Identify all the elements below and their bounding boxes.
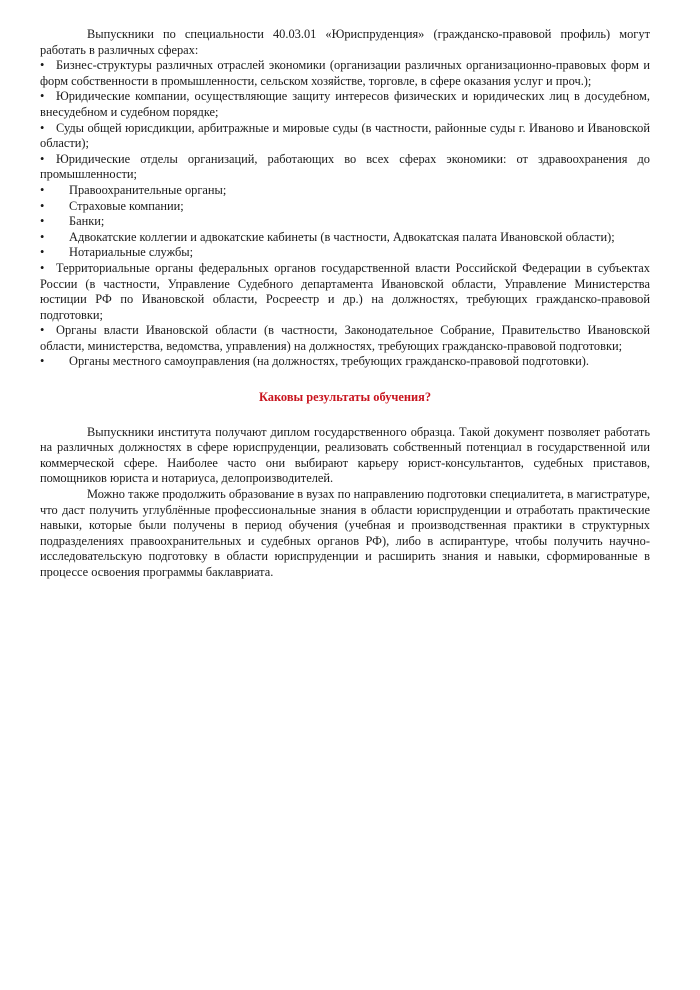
section-heading: Каковы результаты обучения? xyxy=(258,390,432,405)
list-item xyxy=(40,354,650,370)
bullet-icon: • xyxy=(40,229,45,244)
bullet-icon: • xyxy=(40,245,45,260)
bullet-icon: • xyxy=(40,89,45,104)
list-item-text: Юридические отделы организаций, работающих во всех сферах экономики: от здравоохранения до промышленности; xyxy=(40,151,650,182)
list-item-text: Бизнес-структуры различных отраслей экономики (организации различных организационно-правовых форм и форм собственности в промышленности, сельском хозяйстве, торговле, в сфере оказания услуг и проч.); xyxy=(40,58,650,88)
list-item xyxy=(40,152,650,183)
list-item xyxy=(40,245,650,261)
further-education-paragraph: Можно также продолжить образование в вузах по направлению подготовки специалитета, в магистратуре, что даст получить углублённые профессиональные знания в области юриспруденции и отработать практические навыки, которые были получены в период обучения (учебная и производственная практики в структурных подразделениях правоохранительных и судебных органов РФ), либо в аспирантуре, чтобы получить научно-исследовательскую подготовку в области юриспруденции и расширить знания и навыки, сформированные в процессе освоения программы баклавриата. xyxy=(40,487,650,579)
list-item xyxy=(40,214,650,230)
results-paragraph: Выпускники института получают диплом государственного образца. Такой документ позволяет работать на различных должностях в сфере юриспруденции, реализовать собственный потенциал в государственной или коммерческой сфере. Наиболее часто они выбирают карьеру юрист-консультантов, судебных приставов, помощников юриста и нотариуса, делопроизводителей. xyxy=(40,424,650,486)
employment-list xyxy=(40,58,650,370)
list-item-text: Суды общей юрисдикции, арбитражные и мировые суды (в частности, районные суды г. Иваново и Ивановской области); xyxy=(40,120,650,151)
list-item xyxy=(40,89,650,120)
list-item xyxy=(40,199,650,215)
bullet-icon: • xyxy=(40,151,45,166)
list-item xyxy=(40,58,650,89)
list-item-text: Юридические компании, осуществляющие защиту интересов физических и юридических лиц в досудебном, внесудебном и судебном порядке; xyxy=(40,89,650,119)
document-page xyxy=(40,27,650,581)
bullet-icon: • xyxy=(40,182,45,197)
list-item-text: Страховые компании; xyxy=(69,198,184,213)
list-item xyxy=(40,230,650,246)
list-item-text: Правоохранительные органы; xyxy=(69,182,227,197)
list-item-text: Нотариальные службы; xyxy=(69,245,194,260)
list-item-text: Территориальные органы федеральных органов государственной власти Российской Федерации в субъектах России (в частности, Управление Судебного департамента Ивановской области, Управление Министерства юстиции РФ по Ивановской области, Росреестр и др.) на должностях, требующих гражданско-правовой подготовки; xyxy=(40,260,650,322)
list-item xyxy=(40,323,650,354)
list-item-text: Адвокатские коллегии и адвокатские кабинеты (в частности, Адвокатская палата Ивановской области); xyxy=(69,229,615,244)
bullet-icon: • xyxy=(40,58,45,73)
bullet-icon: • xyxy=(40,260,45,275)
list-item xyxy=(40,183,650,199)
intro-paragraph: Выпускники по специальности 40.03.01 «Юриспруденция» (гражданско-правовой профиль) могут работать в различных сферах: xyxy=(40,27,650,57)
list-item-text: Органы местного самоуправления (на должностях, требующих гражданско-правовой подготовки). xyxy=(69,354,590,369)
bullet-icon: • xyxy=(40,198,45,213)
bullet-icon: • xyxy=(40,354,45,369)
list-item-text: Банки; xyxy=(69,214,105,229)
bullet-icon: • xyxy=(40,323,45,338)
list-item xyxy=(40,121,650,152)
bullet-icon: • xyxy=(40,214,45,229)
list-item-text: Органы власти Ивановской области (в частности, Законодательное Собрание, Правительство Ивановской области, министерства, ведомства, управления) на должностях, требующих гражданско-правовой подготовки; xyxy=(40,323,650,353)
list-item xyxy=(40,261,650,323)
bullet-icon: • xyxy=(40,120,45,135)
